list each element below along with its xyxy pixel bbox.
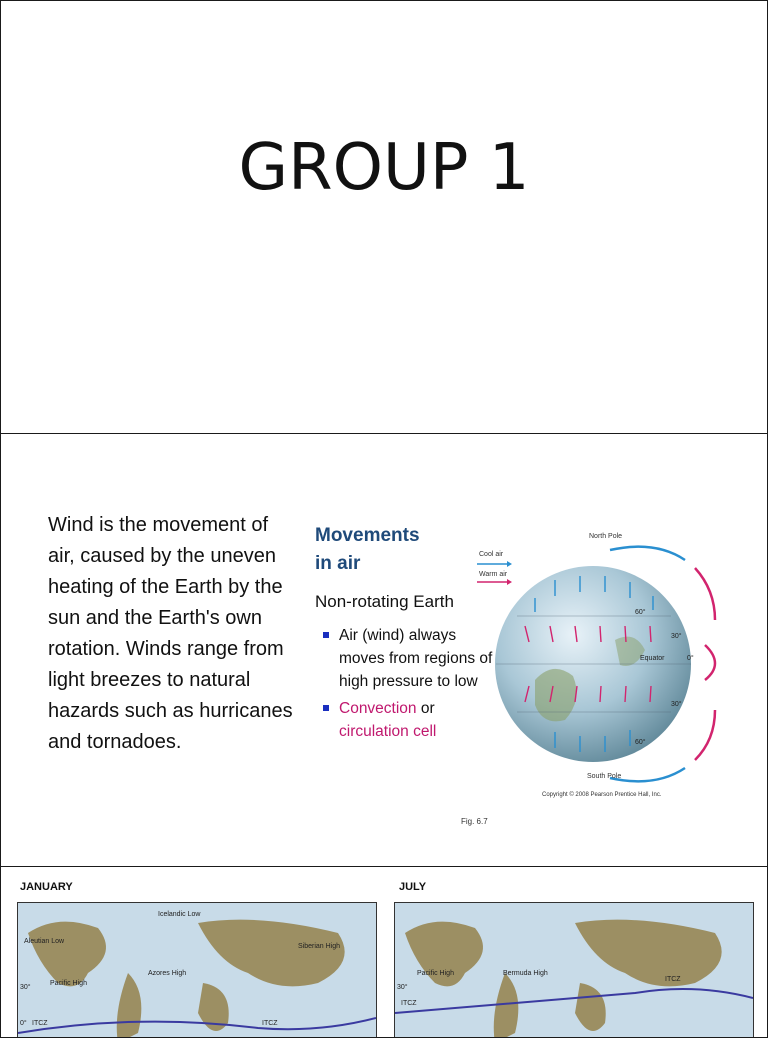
january-label: JANUARY <box>20 881 73 893</box>
lat-label-0: 0° <box>687 655 694 662</box>
slide-title: GROUP 1 <box>238 131 530 205</box>
bullet-square-icon <box>323 705 329 711</box>
bullet-square-icon <box>323 632 329 638</box>
map-label-icelandic-low: Icelandic Low <box>158 911 201 918</box>
continent-shape <box>198 920 345 987</box>
north-pole-label: North Pole <box>589 533 623 540</box>
map-label-pacific-high: Pacific High <box>417 970 454 977</box>
figure-heading <box>315 522 420 578</box>
figure-bullet-list <box>321 624 501 747</box>
map-lat-label: 30° <box>397 984 408 991</box>
pressure-maps-slide <box>0 866 768 1038</box>
globe-circulation-diagram <box>495 530 735 792</box>
wind-definition-text: Wind is the movement of air, caused by the uneven heating of the Earth by the sun and the Earth's own rotation. Winds range from light breezes to natural hazards such as hurricanes and tornadoes. <box>48 514 293 753</box>
south-pole-label: South Pole <box>587 773 622 780</box>
july-map-drawing <box>395 903 753 1038</box>
continent-shape <box>575 920 722 987</box>
legend-warm-label: Warm air <box>479 571 508 578</box>
bullet-text: Air (wind) always moves from regions of high pressure to low <box>339 627 493 690</box>
legend-cool-label: Cool air <box>479 551 504 558</box>
january-map-drawing <box>18 903 376 1038</box>
continent-shape <box>28 922 106 987</box>
bullet-text: or <box>416 700 435 717</box>
continent-shape <box>494 973 519 1038</box>
lat-label-30n: 30° <box>671 633 682 640</box>
bullet-keyword: circulation cell <box>339 723 437 740</box>
figure-reference: Fig. 6.7 <box>461 817 488 826</box>
title-slide <box>0 0 768 434</box>
map-lat-label: 0° <box>20 1020 27 1027</box>
itcz-line <box>18 1018 376 1033</box>
equator-label: Equator <box>640 655 665 662</box>
lat-label-60s: 60° <box>635 739 646 746</box>
continent-shape <box>117 973 142 1038</box>
figure-heading-line2: in air <box>315 553 361 574</box>
figure-heading-line1: Movements <box>315 525 420 546</box>
map-label-pacific-high: Pacific High <box>50 980 87 987</box>
map-label-azores-high: Azores High <box>148 970 187 977</box>
bullet-keyword: Convection <box>339 700 417 717</box>
map-label-aleutian-low: Aleutian Low <box>24 938 65 945</box>
bullet-item <box>321 697 501 743</box>
lat-label-60n: 60° <box>635 609 646 616</box>
map-label-itcz: ITCZ <box>262 1020 278 1027</box>
july-pressure-map <box>394 902 754 1038</box>
map-label-siberian-high: Siberian High <box>298 943 341 950</box>
map-label-itcz: ITCZ <box>401 1000 417 1007</box>
map-label-itcz: ITCZ <box>665 976 681 983</box>
bullet-item <box>321 624 501 693</box>
itcz-line <box>395 989 753 1013</box>
map-label-itcz: ITCZ <box>32 1020 48 1027</box>
map-lat-label: 30° <box>20 984 31 991</box>
january-pressure-map <box>17 902 377 1038</box>
figure-subheading: Non-rotating Earth <box>315 592 454 611</box>
copyright-text: Copyright © 2008 Pearson Prentice Hall, Inc. <box>542 792 662 798</box>
wind-slide <box>0 433 768 867</box>
lat-label-30s: 30° <box>671 701 682 708</box>
map-label-bermuda-high: Bermuda High <box>503 970 548 977</box>
july-label: JULY <box>399 881 427 893</box>
